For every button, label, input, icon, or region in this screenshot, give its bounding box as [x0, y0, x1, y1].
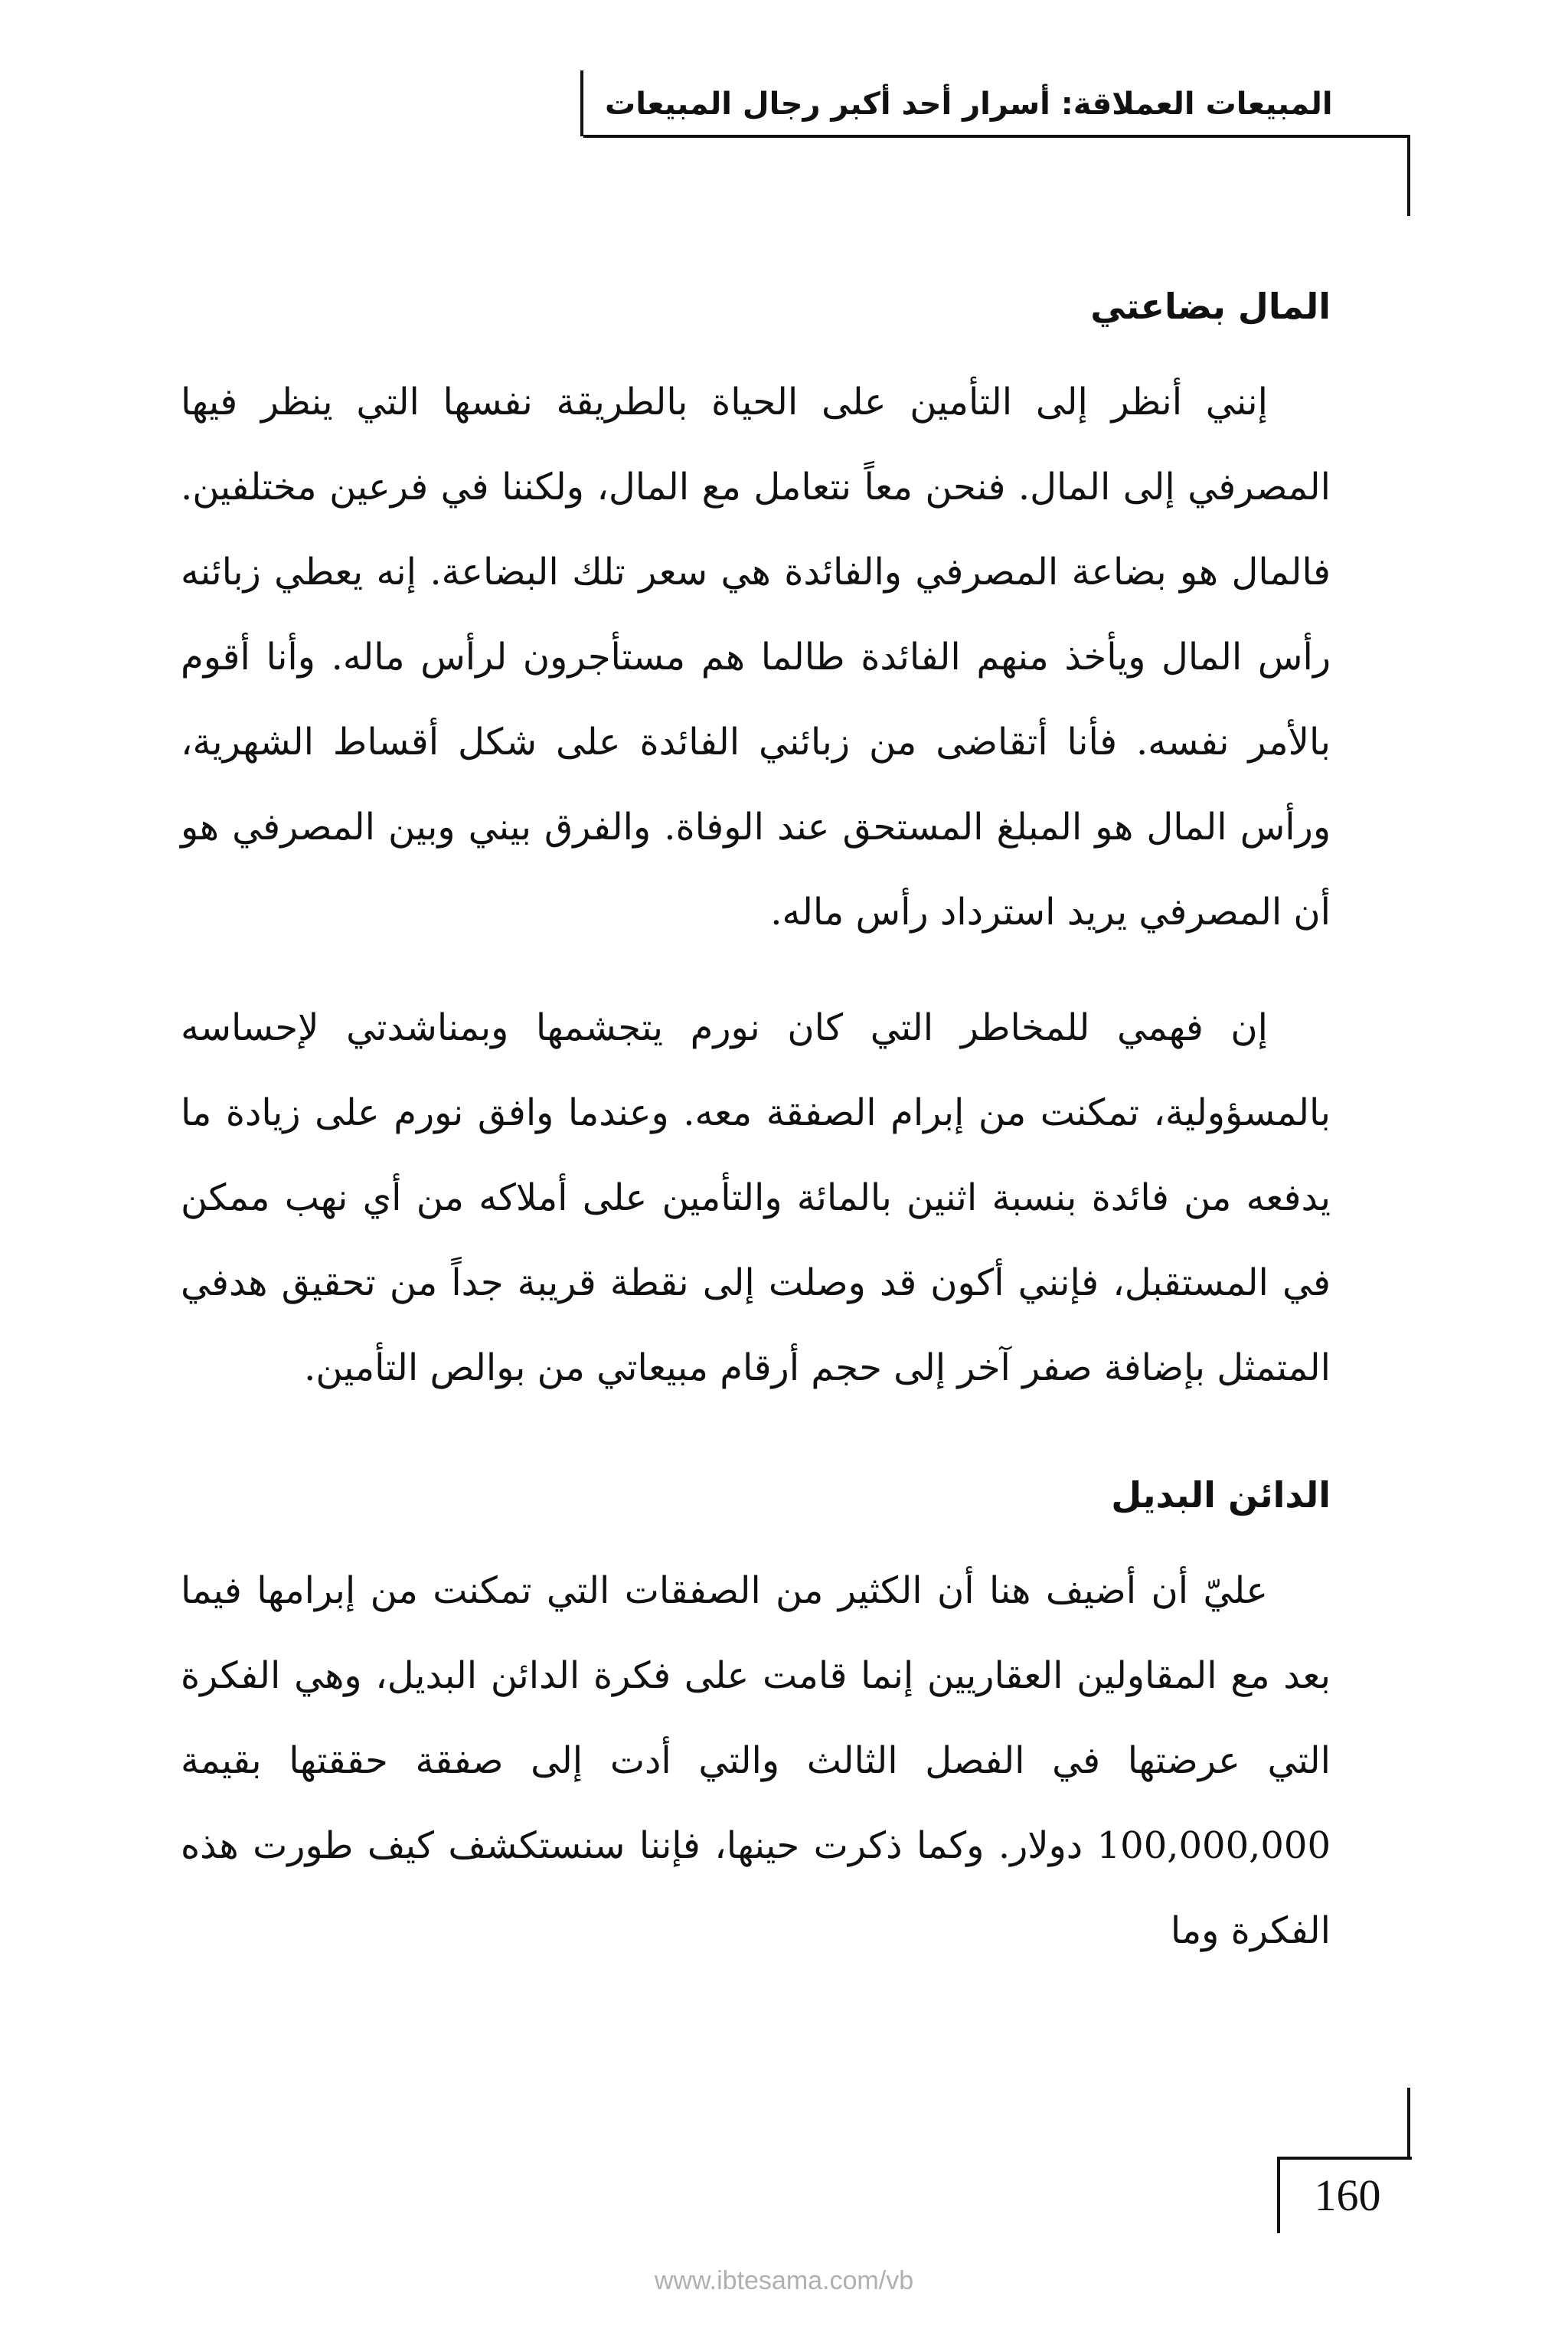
header-right-tick: [1407, 136, 1410, 216]
body-paragraph: إن فهمي للمخاطر التي كان نورم يتجشمها وبمناشدتي لإحساسه بالمسؤولية، تمكنت من إبرام الصفقة معه. وعندما وافق نورم على زيادة ما يدفعه من فائدة بنسبة اثنين بالمائة والتأمين على أملاكه من أي نهب ممكن في المستقبل، فإنني أكون قد وصلت إلى نقطة قريبة جداً من تحقيق هدفي المتمثل بإضافة صفر آخر إلى حجم أرقام مبيعاتي من بوالص التأمين.: [181, 1006, 1331, 1389]
page-number: 160: [1314, 2170, 1381, 2220]
running-header-title: المبيعات العملاقة: أسرار أحد أكبر رجال المبيعات: [605, 87, 1333, 122]
body-paragraph: إنني أنظر إلى التأمين على الحياة بالطريقة نفسها التي ينظر فيها المصرفي إلى المال. فنحن معاً نتعامل مع المال، ولكننا في فرعين مختلفين. فالمال هو بضاعة المصرفي والفائدة هي سعر تلك البضاعة. إنه يعطي زبائنه رأس المال ويأخذ منهم الفائدة طالما هم مستأجرون لرأس ماله. وأنا أقوم بالأمر نفسه. فأنا أتقاضى من زبائني الفائدة على شكل أقساط الشهرية، ورأس المال هو المبلغ المستحق عند الوفاة. والفرق بيني وبين المصرفي هو أن المصرفي يريد استرداد رأس ماله.: [181, 381, 1331, 934]
section-heading-alternative-creditor: الدائن البديل: [1111, 1474, 1331, 1516]
page-number-top-rule: [1277, 2157, 1412, 2160]
page-body: [181, 276, 1331, 2004]
header-rule: [583, 135, 1410, 138]
header-left-tick: [580, 70, 583, 136]
watermark-url: www.ibtesama.com/vb: [654, 2266, 914, 2295]
page-number-left-rule: [1277, 2157, 1280, 2233]
page-number-right-tick: [1407, 2088, 1410, 2158]
section-heading-money-is-my-goods: المال بضاعتي: [1090, 286, 1331, 327]
body-paragraph: عليّ أن أضيف هنا أن الكثير من الصفقات التي تمكنت من إبرامها فيما بعد مع المقاولين العقاريين إنما قامت على فكرة الدائن البديل، وهي الفكرة التي عرضتها في الفصل الثالث والتي أدت إلى صفقة حققتها بقيمة 100,000,000 دولار. وكما ذكرت حينها، فإننا سنستكشف كيف طورت هذه الفكرة وما: [181, 1569, 1331, 1952]
